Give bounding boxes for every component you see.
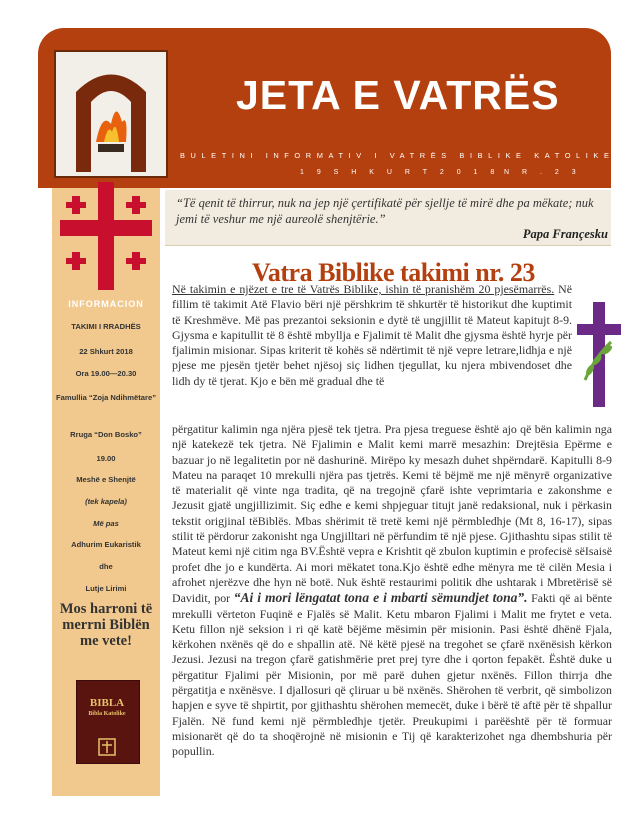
sidebar-item: TAKIMI I RRADHËS	[71, 322, 141, 331]
newsletter-title: JETA E VATRËS	[236, 72, 560, 118]
bible-cover-subtitle: Bibla Katolike	[88, 711, 126, 717]
article-paragraph-intro	[172, 282, 572, 389]
sidebar-item: dhe	[99, 562, 113, 571]
issue-number: N R . 2 3	[504, 169, 582, 176]
article-emphasis: “Ai i mori lëngatat tona e i mbarti sëmundjet tona”.	[233, 590, 528, 606]
article-text: Fakti që ai bënte mrekulli vërteton Fuqinë e Fjalës së Malit. Ketu mbaron Fjalimi i Malit me frytet e veta. Ketu fillon një seksion i ri që katë bëjëme mësimin për misionin. Pasi është dhënë Fjala, kërkohen nxënës që do e shpallin atë. Në këtë pjesë na tregohet se çfarë nxënësish kërkon Jezusi. Jezusi na tregon çfarë gatishmërie pret prej tyre dhe i qorton fepakët. Është duke u përgatitur Fjalimi për Misionin, por më parë duhen gjetur nxënës. Fillon thirrja dhe përgatitja e nxënësve. I djallosuri që çliruar u bë nxënës. Shërohen të verbrit, që simbolizon hapjen e syve të shpirtit, por gjithashtu shërohen memecët, duke i bërë të aftë për të shpallur Fjalën. Në fund kemi një përmbledhje tjetër. Preukupimi i parëështë për të formuar misionarët që do ta shoqërojnë në misionin e Tij që karakterizohet nga dhembshuria për popullin.	[172, 591, 612, 759]
bible-emblem-icon	[98, 738, 116, 756]
sidebar-item: (tek kapela)	[85, 497, 127, 506]
sidebar-item: Adhurim Eukaristik	[71, 540, 141, 549]
sidebar-item: Më pas	[93, 519, 119, 528]
sidebar-item: Famullia “Zoja Ndihmëtare”	[56, 393, 157, 402]
article-paragraph-main	[172, 422, 612, 760]
article-text: përgatitur kalimin nga njëra pjesë tek tjetra. Pra pjesa treguese është ajo që bën kalimin nga një katekezë tek tjetra. Në Fjalimin e Malit kemi marrë mesazhin: Drejtësia Epërme e bazuar jo në legalitetin por në dashurinë. Mirëpo ky mesazh duhet shpërndarë. Kapitulli 8-9 Mateu na paraqet 10 mrekulli njëra pas tjetrës. Kemi të bëjmë me një mënyrë organizative të materialit që vinte nga tradita, që na tregojnë çfarë ishte veprimtaria e zakonshme e Jezusit gjatë ungjillizimit. Siç edhe e kemi shpjeguar titujt janë redaksional, nuk i përkasin tekstit origjinal tëBiblës. Mbas shërimit të tretë kemi një përmbledhje (Mt 8, 16-17), sipas stilit të përdorur zakonisht nga Ungjilltari në përfundim të një pjese. Gjithashtu sipas stilit të Mateut kemi një citim nga BV.Është vepra e Krishtit që zbulon kuptimin e profecisë sëIsaisë profet dhe jo e kundërta. Ai mori mëkatet tona.Kjo është edhe mënyra me të cilën Mesia i afrohet njerëzve dhe hyn në botë. Nuk është restaurimi politik dhe ushtarak i Mbretërisë së Davidit, por	[172, 422, 612, 606]
lent-cross-icon	[577, 302, 621, 407]
article-text: Në fillim të takimit Atë Flavio bëri një përshkrim të shkurtër të historikut dhe kuptimit të Kreshmëve. Më pas prezantoi seksionin e dytë të ungjillit të Mateut kapitujt 8-9. Gjysma e kapitullit të 8 është mbyllja e Fjalimit të Malit dhe gjysma është hyrje për fjalimin misionar. Sipas kriterit të kohës së ndërtimit të një vepre letrare,lidhja e një pjese me pjesën tjetër behet njësoj siç lidhen tjegullat, ku njera mbivendoset dhe lidh dy të tjerat. Kjo e bën më gradual dhe të	[172, 282, 573, 388]
sidebar-item: 22 Shkurt 2018	[79, 347, 133, 356]
jerusalem-cross-icon	[58, 180, 154, 292]
article-lead: Në takimin e njëzet e tre të Vatrës Biblike, ishin të pranishëm 20 pjesëmarrës.	[172, 282, 555, 296]
bible-cover-title: BIBLA	[89, 697, 125, 709]
quote-author: Papa Françesku	[522, 227, 608, 241]
article-title: Vatra Biblike takimi nr. 23	[252, 258, 535, 287]
quote-text: “Të qenit të thirrur, nuk na jep një çertifikatë për sjellje të mirë dhe pa mëkate; nuk jemi të veshur me një aureolë shenjtërie.”	[176, 196, 594, 226]
fireplace-icon	[56, 52, 166, 176]
issue-date: 1 9 S H K U R T 2 0 1 8	[300, 169, 500, 176]
sidebar-item: Ora 19.00—20.30	[75, 369, 137, 378]
sidebar-item: 19.00	[96, 454, 116, 463]
newsletter-subtitle: BULETINI INFORMATIV I VATRËS BIBLIKE KATOLIKE	[180, 151, 615, 160]
bible-reminder: Mos harroni të merrni Biblën me vete!	[59, 601, 153, 649]
sidebar-item: Meshë e Shenjtë	[76, 475, 136, 484]
sidebar-item: Lutje Lirimi	[85, 584, 127, 593]
fireplace-logo	[54, 50, 168, 178]
sidebar-heading: INFORMACION	[68, 299, 144, 309]
sidebar-item: Rruga “Don Bosko”	[70, 430, 142, 439]
